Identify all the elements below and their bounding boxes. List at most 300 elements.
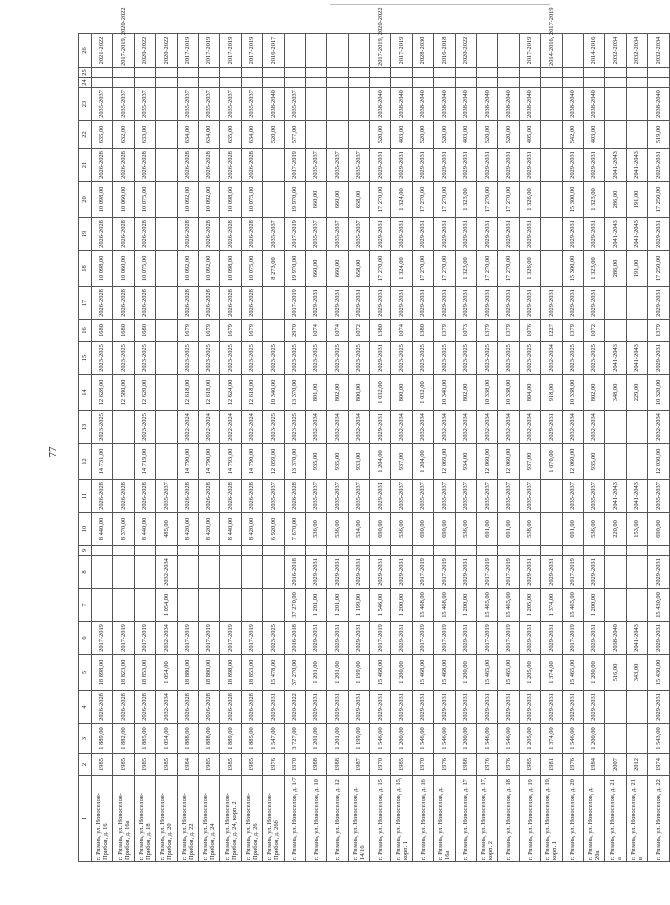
table-cell: 2029-2031 <box>541 691 562 724</box>
table-cell: 1 888,00 <box>177 724 198 754</box>
table-cell <box>92 78 113 88</box>
table-cell: 2029-2031 <box>412 218 433 251</box>
table-cell: 10 092,00 <box>177 182 198 218</box>
table-cell: 12 069,00 <box>434 444 455 480</box>
table-row <box>626 34 647 862</box>
table-cell: 18 823,00 <box>113 655 134 691</box>
table-cell: 2026-2028 <box>134 149 155 182</box>
table-cell: 2035-2037 <box>134 88 155 121</box>
table-cell: 8 440,00 <box>220 513 241 546</box>
table-cell: 2017-2019 <box>477 556 498 589</box>
table-cell: 2023-2025 <box>434 342 455 375</box>
table-cell: 10 060,00 <box>113 182 134 218</box>
table-cell: 2029-2031 <box>648 149 669 182</box>
table-cell: 2017-2019 <box>562 556 583 589</box>
table-cell: 1984 <box>177 754 198 776</box>
table-row <box>134 34 155 862</box>
table-cell <box>412 68 433 78</box>
table-cell <box>263 68 284 78</box>
table-cell: 8 440,00 <box>92 513 113 546</box>
table-cell: 2023-2025 <box>284 342 305 375</box>
table-row <box>177 34 198 862</box>
table-cell: 191,00 <box>626 182 647 218</box>
table-cell <box>177 589 198 622</box>
table-cell <box>498 546 519 556</box>
table-cell: 2035-2037 <box>477 480 498 513</box>
table-cell: 2029-2031 <box>648 218 669 251</box>
table-cell <box>434 68 455 78</box>
table-cell: 10 320,00 <box>648 375 669 411</box>
table-cell: 17 270,00 <box>412 182 433 218</box>
address-cell: г. Рязань, ул. Новоселов, д. 17 <box>455 776 476 862</box>
table-cell: 1 199,00 <box>348 589 369 622</box>
table-cell: 1 200,00 <box>391 655 412 691</box>
table-row <box>455 34 476 862</box>
table-row <box>498 34 519 862</box>
table-cell: 2029-2031 <box>412 287 433 320</box>
table-cell: 229,00 <box>626 375 647 411</box>
column-header: 6 <box>79 622 92 655</box>
table-cell: 2017-2019 <box>177 34 198 68</box>
table-cell: 1 204,00 <box>412 444 433 480</box>
address-cell: г. Рязань, ул. Новоселов-Прибоя, д. 22 <box>177 776 198 862</box>
table-cell: 2038-2040 <box>583 88 604 121</box>
table-row <box>263 34 284 862</box>
table-cell: 660,00 <box>305 182 326 218</box>
table-cell: 18 853,00 <box>241 655 262 691</box>
table-cell: 2035-2037 <box>113 88 134 121</box>
table-cell <box>241 78 262 88</box>
table-cell <box>327 546 348 556</box>
table-cell: 12 030,00 <box>648 444 669 480</box>
table-cell: 2016-2018 <box>284 556 305 589</box>
table-cell: 1 201,00 <box>327 589 348 622</box>
table-cell: 2029-2031 <box>583 149 604 182</box>
table-cell: 520,00 <box>263 121 284 149</box>
table-cell <box>626 411 647 444</box>
table-cell: 802,00 <box>455 375 476 411</box>
table-row <box>156 34 177 862</box>
table-cell: 2023-2025 <box>519 342 540 375</box>
table-cell <box>562 34 583 68</box>
table-cell: 2032-2034 <box>391 411 412 444</box>
table-cell: 2022-2024 <box>220 411 241 444</box>
table-cell: 1 543,00 <box>648 724 669 754</box>
table-cell: 2038-2040 <box>391 88 412 121</box>
table-cell: 1679 <box>177 320 198 342</box>
table-cell: 17 270,00 <box>498 182 519 218</box>
table-cell: 17 270,00 <box>412 251 433 287</box>
table-cell <box>391 68 412 78</box>
table-cell: 918,00 <box>541 375 562 411</box>
table-cell: 536,00 <box>455 513 476 546</box>
table-cell: 2023-2025 <box>134 411 155 444</box>
table-cell: 2029-2031 <box>370 287 391 320</box>
table-cell: 1 546,00 <box>562 724 583 754</box>
table-cell: 2017-2019 <box>477 622 498 655</box>
table-cell: 12 618,00 <box>241 375 262 411</box>
table-cell: 10 098,00 <box>220 182 241 218</box>
table-cell: 2022-2024 <box>241 411 262 444</box>
table-cell: 2029-2031 <box>498 149 519 182</box>
table-cell: 2026-2028 <box>177 218 198 251</box>
table-cell <box>626 68 647 78</box>
table-cell: 2021-2022 <box>92 34 113 68</box>
table-row <box>605 34 626 862</box>
table-cell: 2023-2025 <box>305 342 326 375</box>
table-cell <box>263 78 284 88</box>
address-cell: г. Рязань, ул. Новоселов, д. 19, корп. 1 <box>541 776 562 862</box>
table-cell: 15 465,00 <box>562 655 583 691</box>
table-cell: 2026-2028 <box>241 149 262 182</box>
table-cell: 220,00 <box>605 513 626 546</box>
table-cell: 2029-2031 <box>519 622 540 655</box>
table-cell: 1 547,00 <box>263 724 284 754</box>
table-cell <box>605 121 626 149</box>
table-cell: 804,00 <box>519 375 540 411</box>
table-cell: 2023-2025 <box>198 342 219 375</box>
table-cell: 2029-2031 <box>370 218 391 251</box>
table-cell: 2026-2028 <box>177 480 198 513</box>
table-cell: 15 468,00 <box>434 589 455 622</box>
table-cell: 10 075,00 <box>241 182 262 218</box>
table-cell: 2035-2037 <box>348 149 369 182</box>
table-cell <box>156 182 177 218</box>
table-cell: 1 200,00 <box>455 589 476 622</box>
table-cell: 2029-2031 <box>412 149 433 182</box>
table-cell: 519,00 <box>648 121 669 149</box>
table-cell: 8 420,00 <box>177 513 198 546</box>
table-cell <box>541 88 562 121</box>
table-row <box>327 34 348 862</box>
table-cell <box>284 78 305 88</box>
table-cell: 1379 <box>562 320 583 342</box>
table-cell: 2035-2037 <box>263 480 284 513</box>
table-cell <box>626 546 647 556</box>
table-cell: 286,00 <box>605 251 626 287</box>
table-cell: 660,00 <box>327 182 348 218</box>
table-cell: 2017-2019 <box>412 556 433 589</box>
table-cell <box>562 68 583 78</box>
table-cell: 1976 <box>498 754 519 776</box>
table-cell: 2035-2037 <box>241 88 262 121</box>
table-cell: 10 075,00 <box>241 251 262 287</box>
table-cell: 2026-2028 <box>198 691 219 724</box>
table-cell: 12 628,00 <box>92 375 113 411</box>
table-cell: 1 201,00 <box>305 589 326 622</box>
table-cell <box>156 149 177 182</box>
table-cell: 6 920,00 <box>263 513 284 546</box>
table-cell <box>498 34 519 68</box>
table-cell: 2032-2034 <box>305 411 326 444</box>
table-cell: 2029-2031 <box>434 287 455 320</box>
table-cell <box>177 78 198 88</box>
address-cell: г. Рязань, ул. Новоселов, д. 15, корп. 1 <box>391 776 412 862</box>
table-cell <box>305 78 326 88</box>
table-cell: 1 205,00 <box>519 589 540 622</box>
table-cell: 2035-2037 <box>220 88 241 121</box>
table-cell: 15 468,00 <box>370 655 391 691</box>
table-cell: 1680 <box>113 320 134 342</box>
table-cell <box>156 375 177 411</box>
table-cell <box>648 68 669 78</box>
rotated-table-container <box>78 7 662 862</box>
table-cell <box>605 691 626 724</box>
table-cell <box>220 68 241 78</box>
table-cell <box>113 444 134 480</box>
table-cell: 10 338,00 <box>498 375 519 411</box>
table-cell: 1 054,00 <box>156 589 177 622</box>
table-cell: 2026-2028 <box>220 691 241 724</box>
table-cell: 1 200,00 <box>583 589 604 622</box>
table-cell <box>113 411 134 444</box>
table-cell: 2029-2031 <box>455 218 476 251</box>
table-cell <box>626 78 647 88</box>
table-cell: 2029-2031 <box>455 149 476 182</box>
table-cell: 1 200,00 <box>583 655 604 691</box>
column-header: 4 <box>79 691 92 724</box>
table-cell: 2026-2028 <box>113 287 134 320</box>
table-cell: 153,00 <box>626 513 647 546</box>
table-cell: 18 898,00 <box>92 655 113 691</box>
table-cell: 1 885,00 <box>134 724 155 754</box>
table-cell: 2029-2031 <box>391 691 412 724</box>
table-cell: 10 092,00 <box>177 251 198 287</box>
table-cell <box>348 78 369 88</box>
table-cell <box>327 88 348 121</box>
table-cell: 1072 <box>583 320 604 342</box>
table-cell <box>541 68 562 78</box>
table-cell: 2017-2019 <box>519 34 540 68</box>
table-cell: 1 323,00 <box>455 182 476 218</box>
table-cell: 2016-2017 <box>263 34 284 68</box>
table-cell: 2023-2025 <box>241 342 262 375</box>
table-cell: 403,00 <box>583 121 604 149</box>
column-header: 2 <box>79 754 92 776</box>
table-cell: 660,00 <box>327 251 348 287</box>
table-cell: 2029-2031 <box>455 556 476 589</box>
table-cell: 2017-2019 <box>284 149 305 182</box>
table-cell <box>605 589 626 622</box>
table-cell: 2023-2025 <box>327 342 348 375</box>
table-cell <box>498 78 519 88</box>
table-cell: 1 324,00 <box>391 251 412 287</box>
table-cell: 1988 <box>327 754 348 776</box>
table-cell: 536,00 <box>305 513 326 546</box>
address-cell: г. Рязань, ул. Новоселов-Прибоя, д. 20 <box>156 776 177 862</box>
table-cell: 1 204,00 <box>370 444 391 480</box>
table-cell: 516,00 <box>605 655 626 691</box>
table-row <box>370 34 391 862</box>
table-cell <box>370 78 391 88</box>
table-cell: 2041-2043 <box>626 622 647 655</box>
table-cell: 2029-2031 <box>648 287 669 320</box>
table-cell: 2017-2019 <box>134 622 155 655</box>
table-cell <box>134 546 155 556</box>
table-cell <box>605 546 626 556</box>
table-cell: 2035-2037 <box>92 88 113 121</box>
table-cell: 10 075,00 <box>134 251 155 287</box>
table-cell: 2023-2025 <box>92 411 113 444</box>
table-cell: 8 440,00 <box>134 513 155 546</box>
table-cell: 1985 <box>156 754 177 776</box>
table-cell: 14 790,00 <box>241 444 262 480</box>
table-row <box>391 34 412 862</box>
table-cell: 2026-2028 <box>177 691 198 724</box>
table-cell <box>156 320 177 342</box>
table-cell <box>477 34 498 68</box>
table-cell <box>541 182 562 218</box>
table-cell: 1 201,00 <box>327 724 348 754</box>
table-cell: 2038-2040 <box>477 88 498 121</box>
table-cell: 2020-2022 <box>284 691 305 724</box>
column-header: 13 <box>79 411 92 444</box>
table-cell: 17 270,00 <box>370 251 391 287</box>
table-cell <box>541 546 562 556</box>
table-cell: 12 060,00 <box>477 444 498 480</box>
table-row <box>220 34 241 862</box>
table-cell <box>348 88 369 121</box>
table-cell <box>113 546 134 556</box>
table-cell <box>305 546 326 556</box>
table-cell: 15 430,00 <box>648 589 669 622</box>
table-cell: 1976 <box>562 754 583 776</box>
table-cell: 2017-2019 <box>498 556 519 589</box>
table-cell <box>605 556 626 589</box>
table-cell: 2017-2019 <box>198 622 219 655</box>
table-cell: 2029-2031 <box>370 149 391 182</box>
table-cell: 1 199,00 <box>348 724 369 754</box>
table-cell: 2029-2031 <box>370 480 391 513</box>
table-cell: 15 465,00 <box>477 655 498 691</box>
table-cell: 12 060,00 <box>498 444 519 480</box>
address-cell: г. Рязань, ул. Новоселов, д. 14/16 <box>348 776 369 862</box>
table-cell <box>156 218 177 251</box>
table-cell: 1679 <box>220 320 241 342</box>
table-cell: 2035-2037 <box>562 480 583 513</box>
table-cell <box>263 320 284 342</box>
table-cell: 2035-2037 <box>498 480 519 513</box>
table-cell: 1680 <box>92 320 113 342</box>
table-cell: 1985 <box>198 754 219 776</box>
table-cell <box>541 121 562 149</box>
table-cell: 1 201,00 <box>327 655 348 691</box>
table-cell: 12 618,00 <box>177 375 198 411</box>
table-cell <box>348 34 369 68</box>
table-cell <box>156 342 177 375</box>
table-cell: 2026-2028 <box>134 691 155 724</box>
table-cell: 2032-2034 <box>498 411 519 444</box>
address-cell: г. Рязань, ул. Новоселов-Прибоя, д. 26б <box>263 776 284 862</box>
table-cell: 2026-2028 <box>177 149 198 182</box>
table-cell: 2028-2030 <box>412 34 433 68</box>
table-cell: 1380 <box>370 320 391 342</box>
table-cell: 1984 <box>583 754 604 776</box>
table-cell <box>263 149 284 182</box>
table-cell: 2029-2031 <box>519 218 540 251</box>
column-header: 21 <box>79 149 92 182</box>
table-cell <box>626 444 647 480</box>
table-cell <box>626 691 647 724</box>
table-cell: 1970 <box>412 754 433 776</box>
table-cell <box>605 78 626 88</box>
table-cell: 2041-2043 <box>626 149 647 182</box>
table-cell: 2026-2028 <box>220 287 241 320</box>
column-header: 5 <box>79 655 92 691</box>
table-cell: 348,00 <box>605 375 626 411</box>
table-cell: 2020-2022 <box>156 34 177 68</box>
table-cell: 286,00 <box>605 182 626 218</box>
table-cell <box>583 78 604 88</box>
address-cell: г. Рязань, ул. Новоселов, д. 20 <box>562 776 583 862</box>
table-cell: 802,00 <box>583 375 604 411</box>
table-cell: 2029-2031 <box>327 622 348 655</box>
table-cell: 2029-2031 <box>391 287 412 320</box>
table-cell: 10 098,00 <box>220 251 241 287</box>
table-cell: 520,00 <box>370 121 391 149</box>
table-cell: 1074 <box>391 320 412 342</box>
table-cell: 2029-2031 <box>348 287 369 320</box>
table-cell: 2029-2031 <box>477 691 498 724</box>
address-cell: г. Рязань, ул. Новоселов, д. 21 а <box>605 776 626 862</box>
table-cell <box>113 68 134 78</box>
table-cell <box>541 78 562 88</box>
table-cell <box>327 68 348 78</box>
address-cell: г. Рязань, ул. Новоселов, д. 16 <box>412 776 433 862</box>
table-cell <box>519 68 540 78</box>
table-cell: 2035-2037 <box>412 480 433 513</box>
table-cell: 1 201,00 <box>305 655 326 691</box>
table-cell: 2029-2031 <box>498 691 519 724</box>
table-cell <box>626 287 647 320</box>
column-header: 23 <box>79 88 92 121</box>
table-cell: 10 098,00 <box>92 182 113 218</box>
table-cell: 2029-2031 <box>648 691 669 724</box>
table-cell: 1 032,00 <box>370 375 391 411</box>
table-cell: 14 790,00 <box>177 444 198 480</box>
table-cell <box>156 121 177 149</box>
table-cell <box>305 121 326 149</box>
address-cell: г. Рязань, ул. Новоселов, д. 20а <box>583 776 604 862</box>
table-cell: 403,00 <box>455 121 476 149</box>
table-cell: 2026-2028 <box>220 480 241 513</box>
table-cell: 1 054,00 <box>156 655 177 691</box>
table-cell: 2023-2025 <box>284 411 305 444</box>
table-cell: 801,00 <box>305 375 326 411</box>
table-cell: 15 465,00 <box>562 589 583 622</box>
table-cell: 2023-2025 <box>263 342 284 375</box>
table-cell: 12 060,00 <box>562 444 583 480</box>
table-cell: 935,00 <box>305 444 326 480</box>
table-cell: 2017-2019, 2020-2022 <box>370 34 391 68</box>
table-cell: 2035-2037 <box>305 218 326 251</box>
table-cell: 14 731,00 <box>92 444 113 480</box>
table-row <box>412 34 433 862</box>
table-cell <box>92 546 113 556</box>
table-cell <box>156 68 177 78</box>
table-cell: 2029-2031 <box>648 342 669 375</box>
table-cell: 19 970,00 <box>284 182 305 218</box>
column-header: 26 <box>79 34 92 68</box>
table-cell <box>498 68 519 78</box>
table-cell: 2023-2025 <box>412 342 433 375</box>
table-cell: 2029-2031 <box>370 411 391 444</box>
table-cell <box>605 68 626 78</box>
table-cell: 633,00 <box>134 121 155 149</box>
table-cell: 2026-2028 <box>198 287 219 320</box>
table-cell: 10 340,00 <box>434 375 455 411</box>
top-edge-line <box>330 4 550 5</box>
